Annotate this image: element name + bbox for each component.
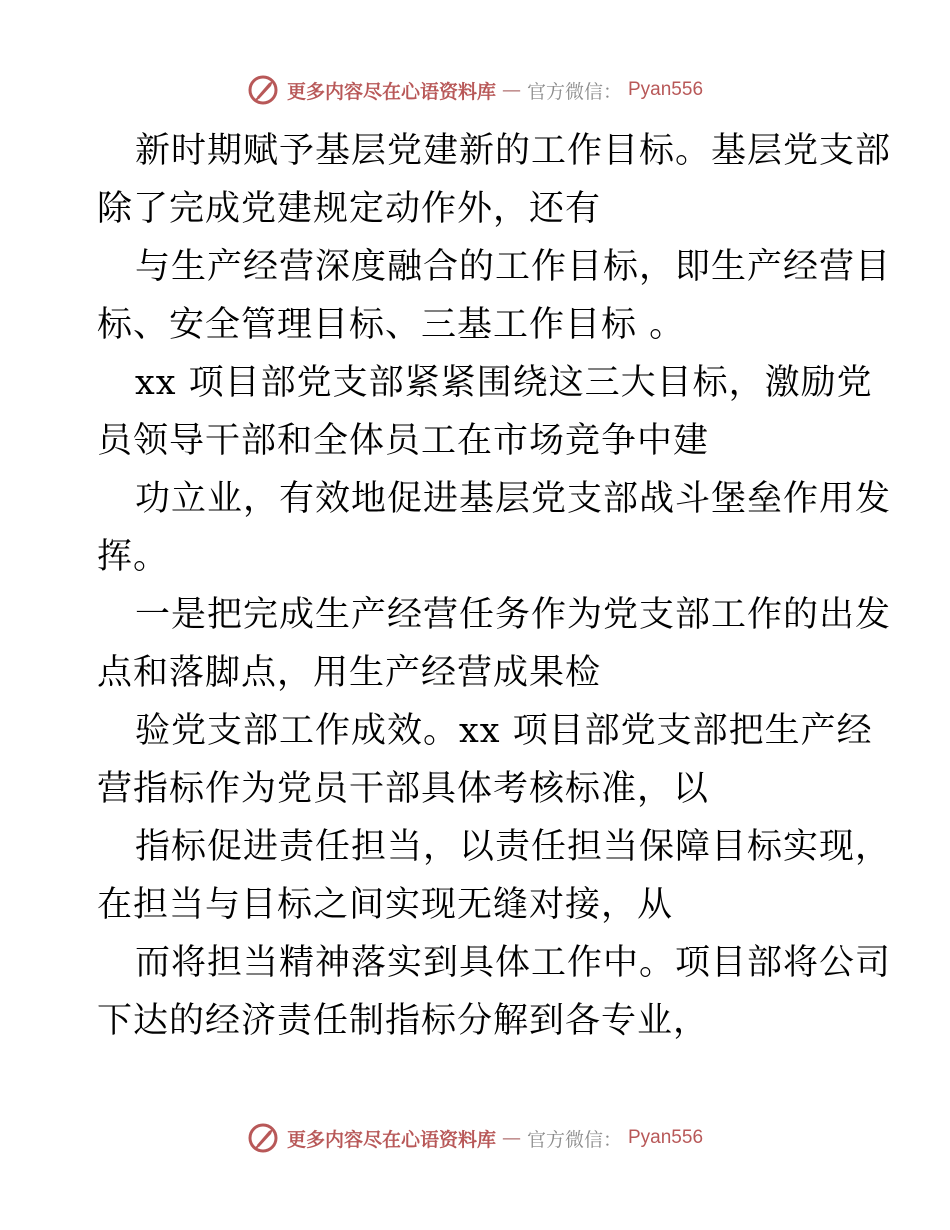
separator: — [501,79,521,101]
text-line: 下达的经济责任制指标分解到各专业， [97,1001,710,1041]
footer-watermark-banner [0,1118,950,1158]
text-line: 员领导干部和全体员工在市场竞争中建 [97,421,710,461]
text-line: 与生产经营深度融合的工作目标，即生产经营目 [135,247,892,287]
brand-text: 更多内容尽在心语资料库 [286,80,496,103]
header-watermark-banner [0,70,950,110]
quill-pen-circle-icon [247,73,281,107]
wechat-id: Pyan556 [628,1127,704,1148]
text-line: xx 项目部党支部紧紧围绕这三大目标，激励党 [135,363,873,403]
text-line: 除了完成党建规定动作外，还有 [97,189,602,229]
text-line: 一是把完成生产经营任务作为党支部工作的出发 [135,595,892,635]
document-paragraphs [97,122,892,1050]
wechat-id: Pyan556 [628,79,704,100]
text-line: 新时期赋予基层党建新的工作目标。基层党支部 [135,131,892,171]
text-line: 功立业，有效地促进基层党支部战斗堡垒作用发 [135,479,892,519]
text-line: 验党支部工作成效。xx 项目部党支部把生产经 [135,711,873,751]
brand-text: 更多内容尽在心语资料库 [286,1128,496,1151]
document-body [97,122,892,1050]
wechat-label: 官方微信： [526,1128,622,1151]
wechat-label: 官方微信： [526,80,622,103]
text-line: 营指标作为党员干部具体考核标准，以 [97,769,710,809]
text-line: 而将担当精神落实到具体工作中。项目部将公司 [135,943,892,983]
text-line: 标、安全管理目标、三基工作目标 。 [97,305,686,345]
quill-pen-circle-icon [247,1121,281,1155]
separator: — [501,1127,521,1149]
text-line: 指标促进责任担当，以责任担当保障目标实现， [135,827,892,867]
text-line: 点和落脚点，用生产经营成果检 [97,653,602,693]
text-line: 挥。 [97,537,170,577]
text-line: 在担当与目标之间实现无缝对接，从 [97,885,674,925]
